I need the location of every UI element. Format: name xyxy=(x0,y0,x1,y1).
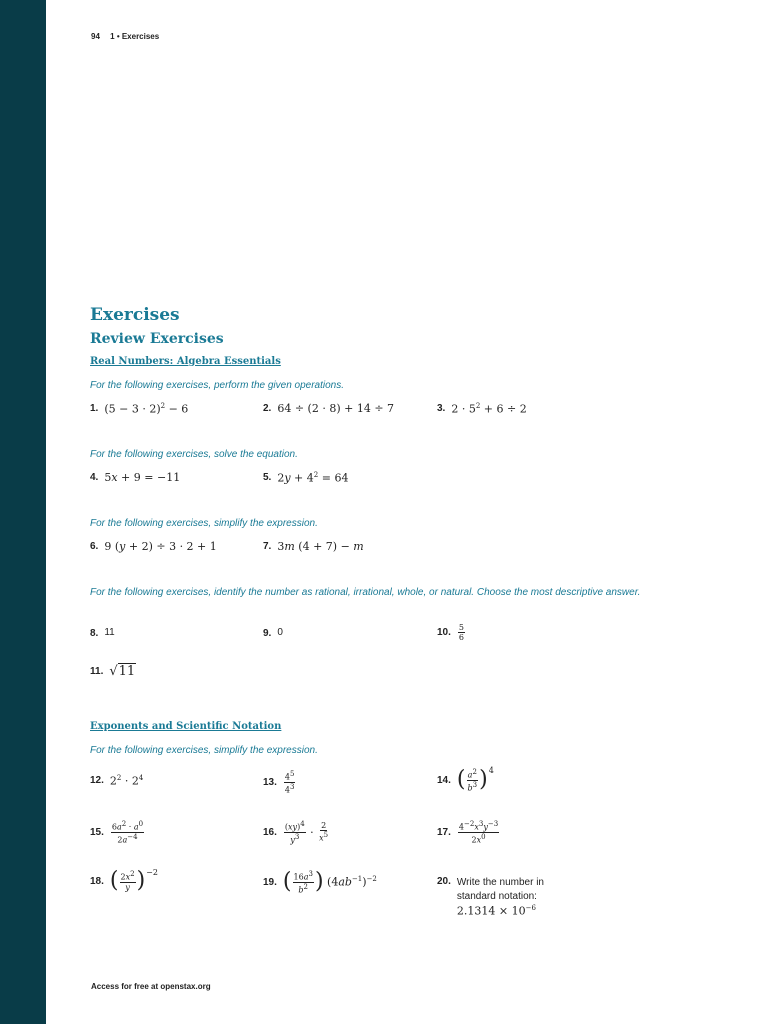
exercise-body xyxy=(457,876,577,918)
exercise-expression: √11 xyxy=(109,664,136,679)
exercise-value-text: 2.1314 × 10 xyxy=(456,904,526,918)
exercise-expression: $\frac{6a^2 \cdot a^0}{2a^{-4}}$ xyxy=(111,820,144,845)
exercise-18 xyxy=(90,870,158,892)
exercise-11 xyxy=(90,664,136,679)
exercise-expression: $\frac{2x^2}{y}$ xyxy=(120,870,135,892)
exercise-paren: ( xyxy=(282,869,292,895)
exercise-number: 4. xyxy=(90,472,99,483)
exercise-expression-2: $(4ab^{-1})^{-2}$ xyxy=(323,875,377,889)
section-link-exponents[interactable]: Exponents and Scientific Notation xyxy=(90,721,282,732)
exercise-number: 3. xyxy=(437,403,446,415)
exercise-expression: $2y + 4^2 = 64$ xyxy=(277,471,349,485)
exercise-number: 15. xyxy=(90,826,104,838)
exercise-4 xyxy=(90,471,180,484)
exercise-5 xyxy=(263,471,348,485)
exercise-expression: $\frac{4^5}{4^3}$ xyxy=(284,770,295,795)
exercise-paren: ( xyxy=(456,767,466,793)
exercise-paren: ( xyxy=(109,868,119,893)
exercise-9 xyxy=(263,626,283,640)
exercise-number: 13. xyxy=(263,776,277,788)
exercise-expression: $\frac{4^{-2}x^3y^{-3}}{2x^0}$ xyxy=(458,820,499,845)
exercise-17 xyxy=(437,820,500,844)
instruction-identify: For the following exercises, identify the number as rational, irrational, whole, or natural. Choose the most descriptive answer. xyxy=(90,587,641,598)
exercise-expression: $(5 - 3 \cdot 2)^2 - 6$ xyxy=(104,402,189,416)
exercise-value: 0 xyxy=(277,627,283,638)
exercise-16 xyxy=(263,820,330,844)
exercise-10 xyxy=(437,623,466,642)
exercise-6 xyxy=(90,540,217,553)
page-subtitle: Review Exercises xyxy=(90,331,224,347)
exercise-power: −2 xyxy=(146,868,158,877)
exercise-expression: 9 (y + 2) ÷ 3 · 2 + 1 xyxy=(104,540,217,553)
exercise-number: 14. xyxy=(437,774,451,786)
running-head xyxy=(91,32,167,41)
exercise-paren: ) xyxy=(136,868,146,893)
exercise-number: 20. xyxy=(437,876,451,887)
exercise-1 xyxy=(90,402,188,416)
exercise-number: 16. xyxy=(263,826,277,838)
instruction-simplify: For the following exercises, simplify the expression. xyxy=(90,518,318,529)
exercise-expression: $\frac{(xy)^4}{y^3}$ xyxy=(284,820,305,845)
exercise-number: 18. xyxy=(90,875,104,887)
section-link-real-numbers[interactable]: Real Numbers: Algebra Essentials xyxy=(90,356,281,367)
exercise-expression: $\frac{16a^3}{b^2}$ xyxy=(293,870,313,895)
exercise-number: 9. xyxy=(263,627,272,639)
exercise-paren: ) xyxy=(479,767,488,793)
page-number: 94 xyxy=(91,32,100,41)
exercise-expression: $2^2 \cdot 2^4$ xyxy=(109,774,144,788)
exercise-expression: $\frac{a^2}{b^3}$ xyxy=(467,768,478,793)
exercise-19 xyxy=(263,870,377,894)
exercise-number: 7. xyxy=(263,541,272,552)
exercise-number: 8. xyxy=(90,627,99,639)
exercise-number: 2. xyxy=(263,403,272,414)
exercise-number: 12. xyxy=(90,775,104,787)
exercise-number: 11. xyxy=(90,666,104,677)
exercise-operator: · xyxy=(306,825,318,839)
sidebar-band xyxy=(0,0,46,1024)
page-title: Exercises xyxy=(90,305,180,325)
exercise-2 xyxy=(263,402,394,415)
exercise-12 xyxy=(90,774,143,788)
exercise-7 xyxy=(263,540,364,553)
exercise-number: 17. xyxy=(437,826,451,838)
exercise-expression: 3m (4 + 7) − m xyxy=(277,540,364,553)
exercise-14 xyxy=(437,768,494,792)
chapter-label: 1 • Exercises xyxy=(110,32,160,41)
exercise-paren: ) xyxy=(314,869,324,895)
exercise-number: 19. xyxy=(263,876,277,888)
exercise-expression: $\frac{5}{6}$ xyxy=(458,623,464,642)
instruction-perform: For the following exercises, perform the given operations. xyxy=(90,380,345,391)
exercise-expression: 5x + 9 = −11 xyxy=(104,471,181,484)
exercise-expression: 64 ÷ (2 · 8) + 14 ÷ 7 xyxy=(277,402,395,415)
exercise-power: 4 xyxy=(488,766,494,775)
exercise-20 xyxy=(437,876,577,918)
exercise-value: 11 xyxy=(104,627,115,638)
exercise-8 xyxy=(90,626,115,640)
exercise-value: $2.1314 \times 10^{-6}$ xyxy=(456,904,536,918)
exercise-number: 5. xyxy=(263,472,272,484)
instruction-simplify-2: For the following exercises, simplify the expression. xyxy=(90,745,318,756)
exercise-number: 10. xyxy=(437,627,451,638)
exercise-expression: $2 \cdot 5^2 + 6 \div 2$ xyxy=(451,402,527,416)
exercise-13 xyxy=(263,770,296,794)
instruction-solve: For the following exercises, solve the equation. xyxy=(90,449,298,460)
exercise-3 xyxy=(437,402,527,416)
exercise-number: 1. xyxy=(90,403,99,415)
exercise-number: 6. xyxy=(90,541,99,552)
exercise-expression-2: $\frac{2}{x^5}$ xyxy=(319,821,329,843)
exercise-15 xyxy=(90,820,145,844)
footer-text: Access for free at openstax.org xyxy=(91,982,211,991)
exercise-text: Write the number in standard notation: xyxy=(456,877,544,902)
